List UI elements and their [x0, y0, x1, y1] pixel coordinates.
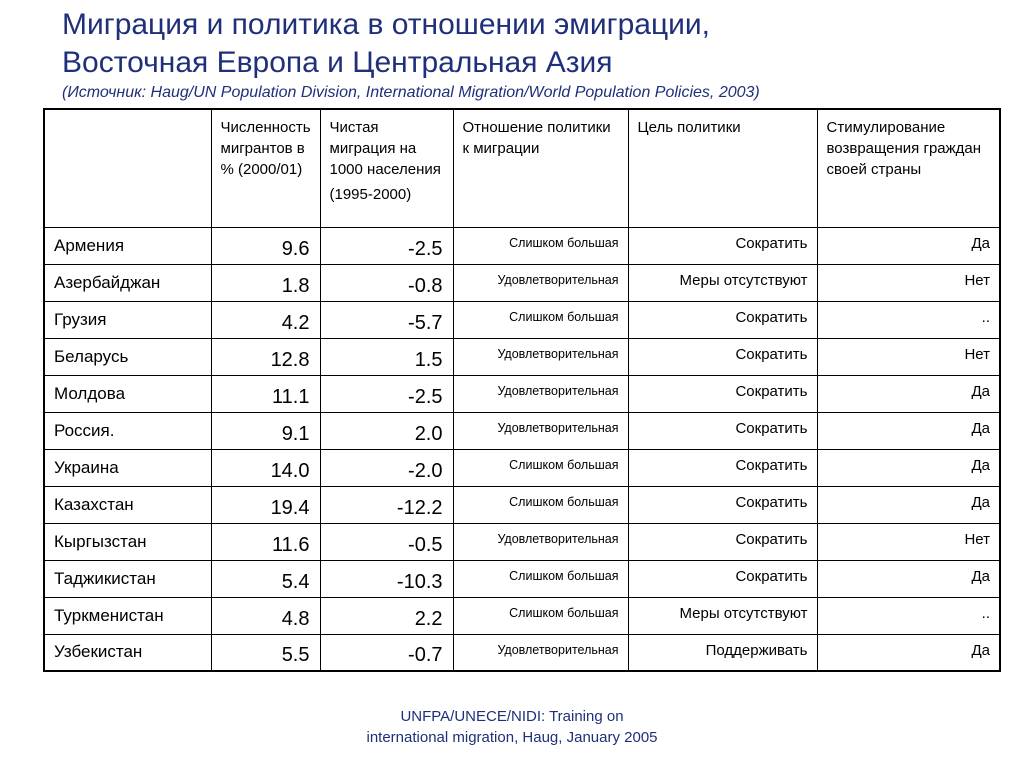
- cell-migrant-share: 5.4: [211, 560, 320, 597]
- cell-return-encouragement: Нет: [817, 523, 1000, 560]
- cell-policy-attitude: Удовлетворительная: [453, 523, 628, 560]
- cell-migrant-share: 5.5: [211, 634, 320, 671]
- table-row: [44, 375, 1000, 412]
- header-net-migration-period: (1995-2000): [329, 186, 412, 203]
- title-line-1: Миграция и политика в отношении эмиграции,: [62, 8, 711, 41]
- header-return-encouragement: Стимулирование возвращения граждан своей страны: [817, 109, 1000, 227]
- cell-net-migration: -10.3: [320, 560, 453, 597]
- cell-net-migration: -2.5: [320, 375, 453, 412]
- cell-return-encouragement: Да: [817, 634, 1000, 671]
- cell-migrant-share: 9.6: [211, 227, 320, 264]
- cell-policy-attitude: Слишком большая: [453, 597, 628, 634]
- cell-net-migration: -2.5: [320, 227, 453, 264]
- cell-country: Туркменистан: [44, 597, 211, 634]
- cell-policy-goal: Сократить: [628, 486, 817, 523]
- cell-migrant-share: 4.8: [211, 597, 320, 634]
- header-policy-attitude: Отношение политики к миграции: [453, 109, 628, 227]
- cell-return-encouragement: Да: [817, 375, 1000, 412]
- cell-policy-goal: Сократить: [628, 523, 817, 560]
- cell-net-migration: -2.0: [320, 449, 453, 486]
- header-net-migration-label: Чистая миграция на 1000 населения: [329, 119, 441, 178]
- cell-return-encouragement: ..: [817, 301, 1000, 338]
- table-row: [44, 523, 1000, 560]
- table-row: [44, 338, 1000, 375]
- cell-country: Молдова: [44, 375, 211, 412]
- table-row: [44, 486, 1000, 523]
- header-migrant-share: Численность мигрантов в % (2000/01): [211, 109, 320, 227]
- cell-policy-attitude: Удовлетворительная: [453, 412, 628, 449]
- cell-net-migration: -0.5: [320, 523, 453, 560]
- cell-return-encouragement: Да: [817, 560, 1000, 597]
- cell-policy-goal: Сократить: [628, 227, 817, 264]
- cell-country: Армения: [44, 227, 211, 264]
- cell-country: Таджикистан: [44, 560, 211, 597]
- cell-country: Казахстан: [44, 486, 211, 523]
- cell-return-encouragement: Нет: [817, 338, 1000, 375]
- source-citation: (Источник: Haug/UN Population Division, International Migration/World Population Policies, 2003): [62, 84, 760, 101]
- cell-policy-attitude: Слишком большая: [453, 227, 628, 264]
- table-row: [44, 301, 1000, 338]
- cell-policy-goal: Меры отсутствуют: [628, 597, 817, 634]
- cell-policy-attitude: Удовлетворительная: [453, 338, 628, 375]
- cell-return-encouragement: Да: [817, 486, 1000, 523]
- cell-migrant-share: 14.0: [211, 449, 320, 486]
- cell-country: Грузия: [44, 301, 211, 338]
- cell-policy-attitude: Удовлетворительная: [453, 264, 628, 301]
- cell-policy-attitude: Удовлетворительная: [453, 634, 628, 671]
- cell-net-migration: 2.2: [320, 597, 453, 634]
- header-net-migration: [320, 109, 453, 227]
- cell-policy-attitude: Удовлетворительная: [453, 375, 628, 412]
- cell-country: Кыргызстан: [44, 523, 211, 560]
- cell-migrant-share: 4.2: [211, 301, 320, 338]
- cell-country: Украина: [44, 449, 211, 486]
- cell-policy-goal: Сократить: [628, 449, 817, 486]
- cell-net-migration: 2.0: [320, 412, 453, 449]
- cell-migrant-share: 1.8: [211, 264, 320, 301]
- cell-return-encouragement: Да: [817, 227, 1000, 264]
- cell-policy-goal: Сократить: [628, 338, 817, 375]
- cell-net-migration: -0.8: [320, 264, 453, 301]
- cell-policy-goal: Поддерживать: [628, 634, 817, 671]
- header-row: [44, 109, 1000, 227]
- cell-country: Узбекистан: [44, 634, 211, 671]
- cell-policy-goal: Меры отсутствуют: [628, 264, 817, 301]
- cell-policy-goal: Сократить: [628, 301, 817, 338]
- title-line-2: Восточная Европа и Центральная Азия: [62, 46, 613, 79]
- cell-policy-attitude: Слишком большая: [453, 486, 628, 523]
- cell-policy-goal: Сократить: [628, 412, 817, 449]
- cell-return-encouragement: Нет: [817, 264, 1000, 301]
- cell-return-encouragement: Да: [817, 412, 1000, 449]
- cell-migrant-share: 11.1: [211, 375, 320, 412]
- cell-policy-attitude: Слишком большая: [453, 301, 628, 338]
- cell-net-migration: -5.7: [320, 301, 453, 338]
- table-row: [44, 227, 1000, 264]
- cell-migrant-share: 12.8: [211, 338, 320, 375]
- cell-migrant-share: 11.6: [211, 523, 320, 560]
- cell-policy-goal: Сократить: [628, 560, 817, 597]
- cell-policy-attitude: Слишком большая: [453, 449, 628, 486]
- cell-country: Азербайджан: [44, 264, 211, 301]
- footer-credit: UNFPA/UNECE/NIDI: Training on international migration, Haug, January 2005: [366, 708, 658, 746]
- cell-return-encouragement: Да: [817, 449, 1000, 486]
- table-row: [44, 449, 1000, 486]
- cell-country: Беларусь: [44, 338, 211, 375]
- cell-net-migration: 1.5: [320, 338, 453, 375]
- cell-return-encouragement: ..: [817, 597, 1000, 634]
- cell-net-migration: -12.2: [320, 486, 453, 523]
- slide-title: [62, 6, 1012, 82]
- migration-policy-table: [43, 108, 1001, 672]
- cell-policy-goal: Сократить: [628, 375, 817, 412]
- header-policy-goal: Цель политики: [628, 109, 817, 227]
- table-body: [44, 227, 1000, 671]
- table-row: [44, 560, 1000, 597]
- cell-net-migration: -0.7: [320, 634, 453, 671]
- table-row: [44, 412, 1000, 449]
- header-country: [44, 109, 211, 227]
- table-row: [44, 264, 1000, 301]
- table-row: [44, 597, 1000, 634]
- cell-migrant-share: 19.4: [211, 486, 320, 523]
- cell-migrant-share: 9.1: [211, 412, 320, 449]
- table-row: [44, 634, 1000, 671]
- cell-policy-attitude: Слишком большая: [453, 560, 628, 597]
- cell-country: Россия.: [44, 412, 211, 449]
